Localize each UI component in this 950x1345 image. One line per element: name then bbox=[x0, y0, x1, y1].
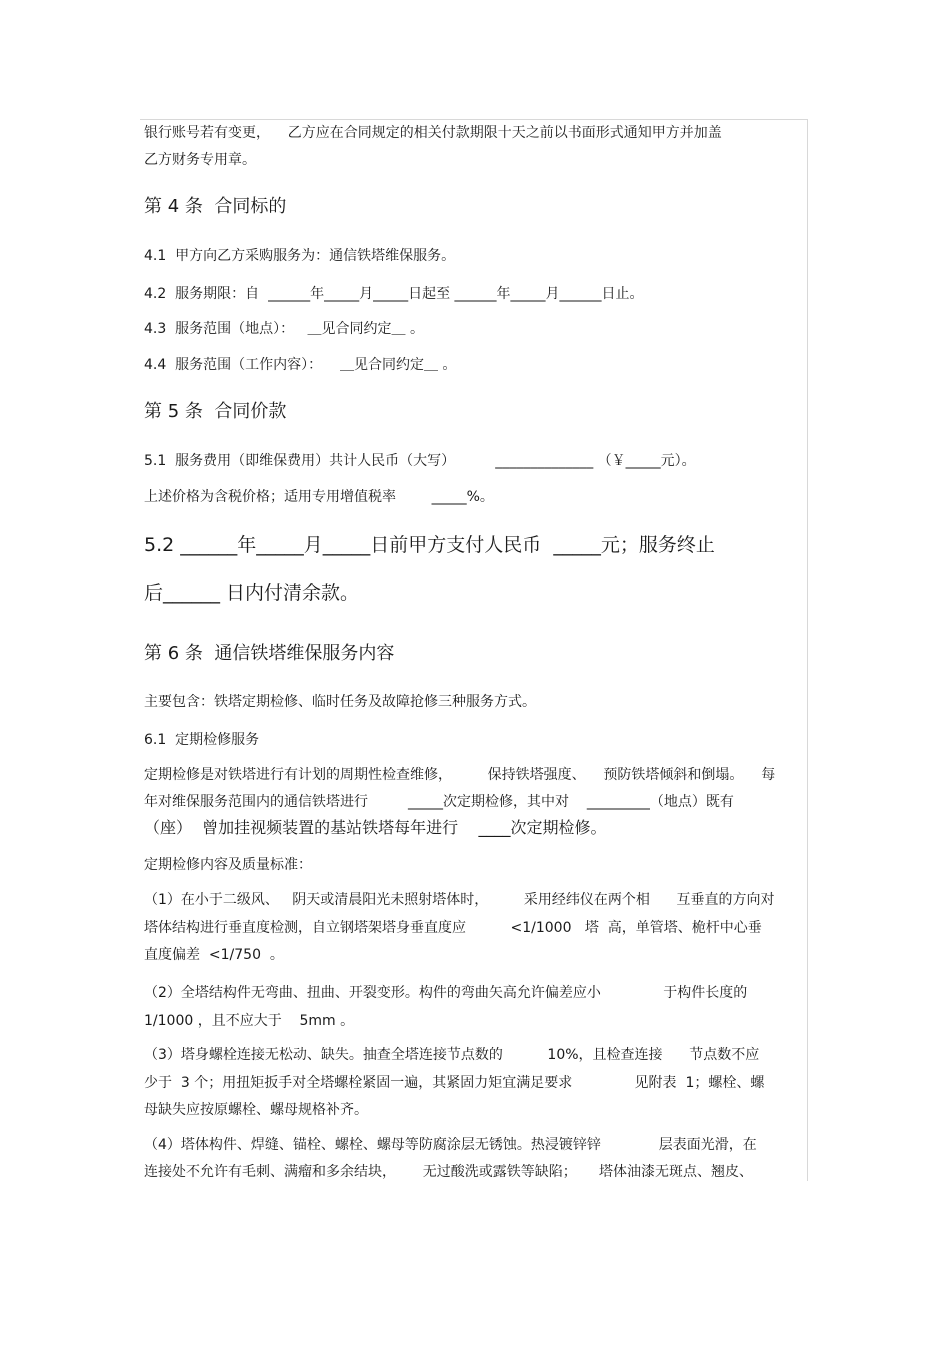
text-line: 上述价格为含税价格；适用专用增值税率 _____%。 bbox=[144, 489, 494, 505]
text-line: 直度偏差 <1/750 。 bbox=[144, 947, 284, 963]
page-border-top bbox=[140, 119, 808, 120]
text-line: 后______ 日内付清余款。 bbox=[144, 582, 360, 604]
text-line: 6.1 定期检修服务 bbox=[144, 732, 260, 748]
text-line: 4.3 服务范围（地点）： ＿见合同约定＿ 。 bbox=[144, 321, 424, 337]
text-line: （座） 曾加挂视频装置的基站铁塔每年进行 ____次定期检修。 bbox=[144, 818, 607, 837]
text-line: 4.2 服务期限：自 ______年_____月_____日起至 ______年_____月______日止。 bbox=[144, 286, 644, 302]
text-line: （3）塔身螺栓连接无松动、缺失。抽查全塔连接节点数的 10%，且检查连接 节点数不应 bbox=[144, 1047, 760, 1063]
text-line: 定期检修内容及质量标准： bbox=[144, 857, 312, 873]
text-line: （1）在小于二级风、 阴天或清晨阳光未照射塔体时， 采用经纬仪在两个相 互垂直的方向对 bbox=[144, 892, 775, 908]
text-line: 连接处不允许有毛刺、满瘤和多余结块， 无过酸洗或露铁等缺陷； 塔体油漆无斑点、翘皮、 bbox=[144, 1164, 753, 1180]
text-line: 5.2 ______年_____月_____日前甲方支付人民币 _____元；服务终止 bbox=[144, 534, 715, 556]
text-line: 4.4 服务范围（工作内容）： ＿见合同约定＿ 。 bbox=[144, 357, 457, 373]
page-border-right bbox=[807, 119, 808, 1181]
text-line: 4.1 甲方向乙方采购服务为：通信铁塔维保服务。 bbox=[144, 248, 456, 264]
section-heading: 第 6 条 通信铁塔维保服务内容 bbox=[144, 643, 395, 664]
text-line: 年对维保服务范围内的通信铁塔进行 _____次定期检修，其中对 _________（地点）既有 bbox=[144, 794, 734, 810]
text-line: 塔体结构进行垂直度检测，自立钢塔架塔身垂直度应 <1/1000 塔 高，单管塔、桅杆中心垂 bbox=[144, 920, 762, 936]
text-line: 5.1 服务费用（即维保费用）共计人民币（大写） ______________ （￥_____元）。 bbox=[144, 453, 696, 469]
text-line: 银行账号若有变更， 乙方应在合同规定的相关付款期限十天之前以书面形式通知甲方并加盖 bbox=[144, 125, 722, 141]
text-line: 少于 3 个；用扭矩扳手对全塔螺栓紧固一遍，其紧固力矩宜满足要求 见附表 1；螺栓、螺 bbox=[144, 1075, 765, 1091]
text-line: 定期检修是对铁塔进行有计划的周期性检查维修， 保持铁塔强度、 预防铁塔倾斜和倒塌。 每 bbox=[144, 767, 776, 783]
section-heading: 第 4 条 合同标的 bbox=[144, 196, 287, 217]
text-line: （4）塔体构件、焊缝、锚栓、螺栓、螺母等防腐涂层无锈蚀。热浸镀锌锌 层表面光滑，在 bbox=[144, 1137, 757, 1153]
text-line: 乙方财务专用章。 bbox=[144, 152, 256, 168]
text-line: （2）全塔结构件无弯曲、扭曲、开裂变形。构件的弯曲矢高允许偏差应小 于构件长度的 bbox=[144, 985, 748, 1001]
section-heading: 第 5 条 合同价款 bbox=[144, 401, 287, 422]
text-line: 1/1000 ，且不应大于 5mm 。 bbox=[144, 1013, 355, 1029]
text-line: 母缺失应按原螺栓、螺母规格补齐。 bbox=[144, 1102, 368, 1118]
text-line: 主要包含：铁塔定期检修、临时任务及故障抢修三种服务方式。 bbox=[144, 694, 536, 710]
